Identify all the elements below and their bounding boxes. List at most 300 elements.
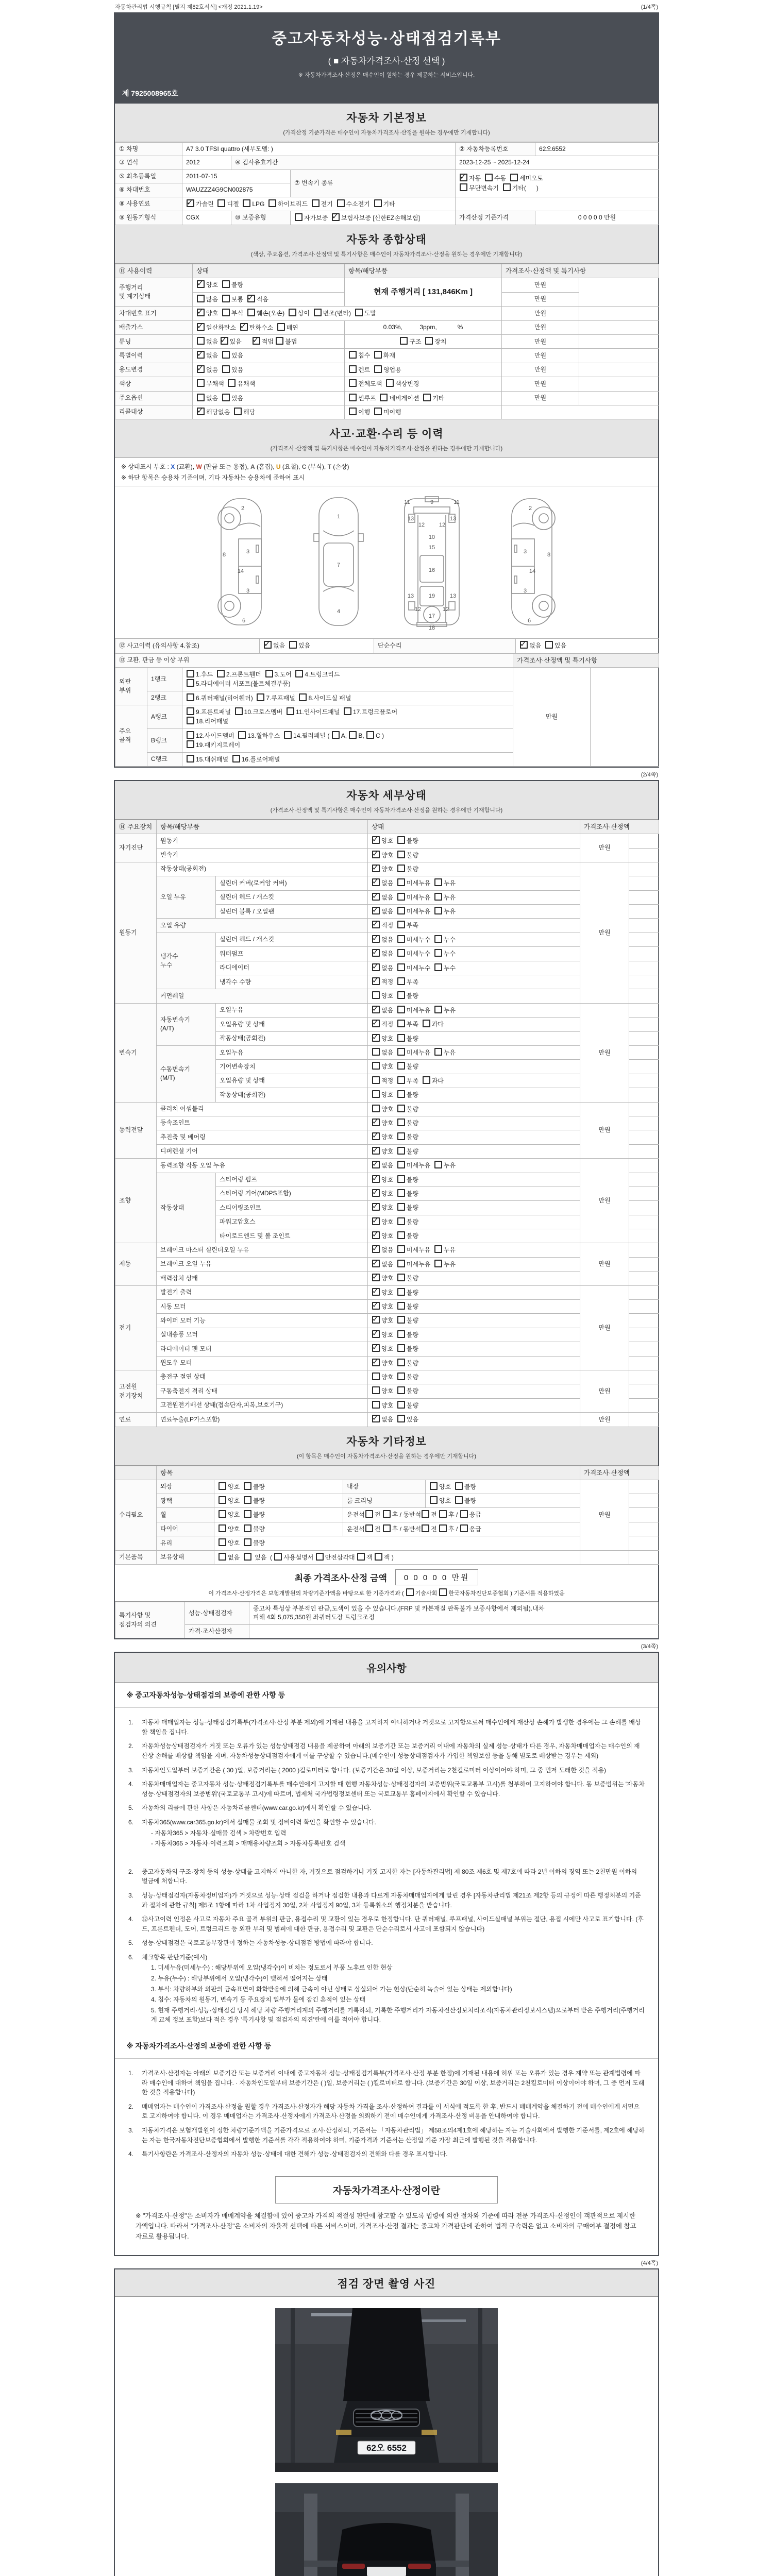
detail-header [115,781,658,820]
checkbox-checked[interactable] [372,1245,380,1253]
checkbox-unchecked[interactable] [222,365,230,373]
comp-table [115,264,659,419]
checkbox-checked[interactable] [197,408,205,415]
checkbox-unchecked[interactable] [244,1482,251,1490]
checkbox-unchecked[interactable] [187,670,194,677]
checkbox-unchecked[interactable] [397,1062,405,1070]
checkbox-checked[interactable] [372,935,380,943]
checkbox-unchecked[interactable] [439,1524,447,1532]
checkbox-unchecked[interactable] [485,174,493,181]
checkbox-unchecked[interactable] [197,394,205,401]
checkbox-unchecked[interactable] [400,337,408,345]
row-label: 색상 [115,377,193,391]
checkbox-unchecked[interactable] [397,1330,405,1338]
checkbox-unchecked[interactable] [423,1076,430,1084]
checkbox-unchecked[interactable] [372,1062,380,1070]
checkbox-checked[interactable] [332,213,340,221]
checkbox-unchecked[interactable] [187,755,194,762]
value-cell: 라디에이터 [216,961,368,975]
checkbox-unchecked[interactable] [349,351,357,359]
checkbox-checked[interactable] [520,641,528,649]
value-cell: 양호 불량 [214,1522,343,1536]
notice-item-number: 3. [128,1891,134,1899]
checkbox-unchecked[interactable] [439,1588,447,1596]
checkbox-unchecked[interactable] [349,408,357,415]
checkbox-checked[interactable] [372,1260,380,1267]
checkbox-unchecked[interactable] [222,309,230,316]
row-label: 냉각수 누수 [157,933,216,989]
checkbox-unchecked[interactable] [268,199,276,207]
checkbox-checked[interactable] [372,1359,380,1366]
value-cell: ✓ 적정 부족 [368,975,580,989]
checkbox-checked[interactable] [187,199,194,207]
checkbox-unchecked[interactable] [434,963,442,971]
car-damage-diagram [115,486,658,638]
checkbox-unchecked[interactable] [455,1482,463,1490]
checkbox-checked[interactable] [240,323,248,331]
value-cell [629,1413,659,1427]
checkbox-unchecked[interactable] [365,1510,373,1518]
checkbox-checked[interactable] [372,1415,380,1422]
value-cell: 변속기 [157,848,368,862]
checkbox-checked[interactable] [372,878,380,886]
checkbox-unchecked[interactable] [510,174,518,181]
checkbox-checked[interactable] [197,309,205,316]
checkbox-unchecked[interactable] [265,670,273,677]
diagram-part-number: 14 [529,568,536,575]
detail-table [115,820,659,1427]
value-cell [629,1300,659,1314]
value-cell: 디퍼렌셜 기어 [157,1144,368,1158]
value-cell: 오일유량 및 상태 [216,1018,368,1031]
checkbox-checked[interactable] [372,1118,380,1126]
checkbox-unchecked[interactable] [397,851,405,858]
checkbox-unchecked[interactable] [217,199,225,207]
checkbox-unchecked[interactable] [397,935,405,943]
notice-item [128,1953,645,2026]
row-label: 주행거리 및 계기상태 [115,278,193,307]
checkbox-unchecked[interactable] [289,641,297,649]
checkbox-checked[interactable] [372,865,380,872]
checkbox-unchecked[interactable] [434,907,442,914]
checkbox-unchecked[interactable] [434,1245,442,1253]
checkbox-checked[interactable] [247,295,255,302]
checkbox-checked[interactable] [372,836,380,844]
checkbox-unchecked[interactable] [197,337,205,345]
inspection-photo-rear-lift [275,2483,498,2576]
row-label: 2랭크 [147,691,182,705]
checkbox-unchecked[interactable] [397,977,405,985]
checkbox-unchecked[interactable] [460,1524,468,1532]
checkbox-unchecked[interactable] [397,1245,405,1253]
checkbox-unchecked[interactable] [397,921,405,928]
checkbox-unchecked[interactable] [222,351,230,359]
checkbox-unchecked[interactable] [372,1386,380,1394]
checkbox-unchecked[interactable] [397,1034,405,1042]
value-cell: ✓ 없음 있음 [260,639,374,653]
value-cell: 중고차 특성상 부분적인 판금,도색이 있을 수 있습니다.(FRP 및 카본재질 판독불가 보증사항에서 제외됨).내차 피해 4회 5,075,350원 좌쿼터도장 트렁크조정 [249,1602,659,1625]
checkbox-checked[interactable] [221,337,228,345]
checkbox-unchecked[interactable] [375,1553,382,1561]
checkbox-unchecked[interactable] [372,991,380,999]
checkbox-unchecked[interactable] [397,1274,405,1281]
checkbox-unchecked[interactable] [460,183,467,191]
checkbox-checked[interactable] [372,1132,380,1140]
legend-note: ※ 하단 항목은 승용차 기준이며, 기타 자동차는 승용차에 준하여 표시 [115,472,658,486]
row-label: C랭크 [147,752,182,766]
value-cell [579,363,659,377]
value-cell: ✓ 없음 미세누유 누유 [368,1159,580,1173]
value-cell [629,1144,659,1158]
value-cell: 원동기 [157,834,368,848]
diagram-part-number: 10 [428,534,435,541]
checkbox-unchecked[interactable] [295,670,303,677]
value-cell: 없음 있음 [193,391,345,405]
checkbox-checked[interactable] [197,351,205,359]
row-label: 룸 크리닝 [343,1494,426,1508]
final-price-label: 최종 가격조사·산정 금액 [294,1573,387,1584]
checkbox-unchecked[interactable] [439,1510,447,1518]
checkbox-unchecked[interactable] [299,693,307,701]
notice-item-number: 2. [128,1742,134,1750]
checkbox-checked[interactable] [460,174,467,181]
checkbox-unchecked[interactable] [197,379,205,387]
checkbox-unchecked[interactable] [372,1401,380,1409]
checkbox-unchecked[interactable] [425,337,433,345]
value-cell [579,278,659,307]
checkbox-unchecked[interactable] [372,1090,380,1098]
checkbox-unchecked[interactable] [337,199,345,207]
checkbox-checked[interactable] [197,323,205,331]
checkbox-checked[interactable] [372,1344,380,1352]
checkbox-unchecked[interactable] [244,1496,251,1504]
checkbox-unchecked[interactable] [244,1524,251,1532]
checkbox-unchecked[interactable] [422,1524,429,1532]
value-cell: 실내송풍 모터 [157,1328,368,1342]
checkbox-unchecked[interactable] [219,1482,226,1490]
checkbox-unchecked[interactable] [257,693,264,701]
row-label: ⑦ 변속기 종류 [291,170,456,197]
page-marker-1: (1/4쪽) [641,4,658,10]
checkbox-unchecked[interactable] [397,1231,405,1239]
checkbox-unchecked[interactable] [397,1090,405,1098]
checkbox-unchecked[interactable] [187,731,194,739]
checkbox-checked[interactable] [372,977,380,985]
checkbox-unchecked[interactable] [397,1006,405,1013]
checkbox-unchecked[interactable] [386,379,394,387]
checkbox-unchecked[interactable] [355,309,363,316]
checkbox-unchecked[interactable] [374,351,382,359]
checkbox-unchecked[interactable] [397,991,405,999]
checkbox-unchecked[interactable] [372,1048,380,1056]
row-label: 유리 [157,1536,214,1550]
checkbox-checked[interactable] [372,949,380,957]
notice-item-number: 3. [128,1766,134,1774]
checkbox-unchecked[interactable] [187,717,194,724]
notice-item [128,2126,645,2145]
row-label: 원동기 [115,862,157,1003]
checkbox-unchecked[interactable] [397,1386,405,1394]
checkbox-unchecked[interactable] [397,1372,405,1380]
checkbox-unchecked[interactable] [217,670,225,677]
checkbox-unchecked[interactable] [219,1496,226,1504]
checkbox-unchecked[interactable] [460,1510,468,1518]
checkbox-unchecked[interactable] [397,1260,405,1267]
checkbox-checked[interactable] [372,1161,380,1168]
checkbox-unchecked[interactable] [397,1105,405,1112]
checkbox-unchecked[interactable] [289,309,296,316]
diagram-part-number: 13 [449,593,457,600]
checkbox-unchecked[interactable] [235,707,243,715]
checkbox-unchecked[interactable] [187,707,194,715]
checkbox-unchecked[interactable] [234,408,242,415]
checkbox-unchecked[interactable] [366,731,374,739]
checkbox-unchecked[interactable] [397,907,405,914]
checkbox-unchecked[interactable] [187,679,194,687]
checkbox-unchecked[interactable] [295,213,303,221]
value-cell: 없음 미세누유 누유 [368,1046,580,1060]
column-header: 항목/해당부품 [157,820,368,834]
checkbox-unchecked[interactable] [349,379,357,387]
checkbox-unchecked[interactable] [397,865,405,872]
checkbox-checked[interactable] [197,365,205,373]
diagram-part-number: 13 [449,516,457,522]
checkbox-unchecked[interactable] [397,1189,405,1197]
accident-history-table-wrap [115,638,658,653]
legend-part: (흠집), [255,463,276,471]
checkbox-unchecked[interactable] [397,949,405,957]
checkbox-unchecked[interactable] [397,836,405,844]
checkbox-unchecked[interactable] [219,1510,226,1518]
notice-item-number: 1. [128,1719,134,1726]
row-label: 제동 [115,1243,157,1285]
checkbox-unchecked[interactable] [423,1020,430,1027]
checkbox-unchecked[interactable] [503,183,511,191]
column-header: 상태 [193,264,345,278]
value-cell: ✓ 양호 불량 [368,1031,580,1045]
checkbox-unchecked[interactable] [397,1217,405,1225]
checkbox-unchecked[interactable] [228,379,236,387]
checkbox-checked[interactable] [372,1288,380,1296]
checkbox-unchecked[interactable] [276,337,283,345]
value-cell: ✓ 없음 미세누유 누유 [368,890,580,904]
row-label: 1랭크 [147,667,182,691]
checkbox-checked[interactable] [372,1189,380,1197]
notice-list-a [115,1708,658,1857]
checkbox-unchecked[interactable] [197,295,205,302]
checkbox-unchecked[interactable] [455,1496,463,1504]
checkbox-unchecked[interactable] [219,1524,226,1532]
checkbox-unchecked[interactable] [372,1372,380,1380]
notice-subitem: - 자동차365 > 자동차·실매물 검색 > 차량번호 입력 [151,1829,287,1837]
checkbox-unchecked[interactable] [187,693,194,701]
checkbox-unchecked[interactable] [397,1048,405,1056]
notice-item-number: 5. [128,1939,134,1947]
checkbox-unchecked[interactable] [332,731,340,739]
checkbox-unchecked[interactable] [287,707,294,715]
checkbox-checked[interactable] [264,641,272,649]
checkbox-unchecked[interactable] [397,963,405,971]
value-cell: 구조 장치 [345,335,502,349]
value-cell: 양호 불량 [214,1494,343,1508]
checkbox-unchecked[interactable] [222,280,230,288]
checkbox-unchecked[interactable] [397,1359,405,1366]
value-cell: 오일유량 및 상태 [216,1074,368,1088]
checkbox-unchecked[interactable] [397,1203,405,1211]
checkbox-unchecked[interactable] [274,1553,282,1561]
inspection-photo-front [275,2308,498,2472]
checkbox-unchecked[interactable] [397,893,405,901]
checkbox-unchecked[interactable] [434,935,442,943]
value-cell [249,1624,659,1638]
checkbox-unchecked[interactable] [406,1588,414,1596]
checkbox-unchecked[interactable] [383,1524,391,1532]
checkbox-unchecked[interactable] [349,394,357,401]
value-cell [629,1215,659,1229]
notice-item [128,2149,645,2159]
price-cell: 만원 [502,278,579,292]
checkbox-unchecked[interactable] [397,1415,405,1422]
checkbox-unchecked[interactable] [397,1161,405,1168]
checkbox-checked[interactable] [372,1203,380,1211]
checkbox-unchecked[interactable] [397,1288,405,1296]
checkbox-unchecked[interactable] [222,295,230,302]
checkbox-checked[interactable] [372,921,380,928]
notice-item [128,1938,645,1948]
checkbox-unchecked[interactable] [277,323,285,331]
value-cell [591,667,659,766]
checkbox-checked[interactable] [372,1274,380,1281]
checkbox-unchecked[interactable] [312,199,320,207]
row-label: 자동변속기 (A/T) [157,1003,216,1045]
checkbox-checked[interactable] [372,1231,380,1239]
checkbox-unchecked[interactable] [397,1401,405,1409]
checkbox-unchecked[interactable] [422,1510,429,1518]
legend-part: (손상) [331,463,349,471]
value-cell: ✓ 없음 있음 [193,349,345,363]
checkbox-unchecked[interactable] [219,1538,226,1546]
checkbox-unchecked[interactable] [222,394,230,401]
checkbox-unchecked[interactable] [372,1076,380,1084]
checkbox-checked[interactable] [253,337,260,345]
checkbox-checked[interactable] [372,1330,380,1338]
checkbox-checked[interactable] [372,1020,380,1027]
checkbox-unchecked[interactable] [397,1316,405,1324]
checkbox-unchecked[interactable] [247,309,255,316]
checkbox-checked[interactable] [372,1316,380,1324]
checkbox-unchecked[interactable] [243,199,250,207]
checkbox-unchecked[interactable] [434,1161,442,1168]
checkbox-unchecked[interactable] [397,1147,405,1155]
value-cell: 스티어링 펌프 [216,1173,368,1187]
checkbox-checked[interactable] [372,1217,380,1225]
checkbox-checked[interactable] [372,1034,380,1042]
checkbox-checked[interactable] [372,1302,380,1310]
checkbox-unchecked[interactable] [374,365,382,373]
checkbox-unchecked[interactable] [374,408,382,415]
checkbox-unchecked[interactable] [357,1553,365,1561]
checkbox-unchecked[interactable] [430,1496,438,1504]
checkbox-unchecked[interactable] [434,1260,442,1267]
value-cell: 실린더 블록 / 오일팬 [216,905,368,919]
checkbox-checked[interactable] [197,280,205,288]
checkbox-checked[interactable] [372,1006,380,1013]
checkbox-unchecked[interactable] [397,1344,405,1352]
value-cell: 배력장치 상태 [157,1272,368,1285]
checkbox-unchecked[interactable] [284,731,292,739]
checkbox-unchecked[interactable] [349,365,357,373]
checkbox-unchecked[interactable] [434,1006,442,1013]
checkbox-unchecked[interactable] [344,707,351,715]
value-cell [629,1116,659,1130]
checkbox-unchecked[interactable] [397,1175,405,1183]
etc-header [115,1427,658,1466]
checkbox-unchecked[interactable] [397,878,405,886]
checkbox-unchecked[interactable] [397,1302,405,1310]
checkbox-unchecked[interactable] [244,1510,251,1518]
row-label: 수리필요 [115,1480,157,1550]
checkbox-unchecked[interactable] [374,199,382,207]
row-label: B랭크 [147,728,182,752]
checkbox-unchecked[interactable] [314,309,322,316]
diagram-part-number: 14 [237,568,244,575]
value-cell [629,1314,659,1328]
checkbox-unchecked[interactable] [397,1020,405,1027]
checkbox-unchecked[interactable] [238,731,246,739]
notice-item-text: 성능·상태점검은 국토교통부장관이 정하는 자동차성능·상태점검 방법에 따라야 합니다. [142,1939,373,1947]
checkbox-unchecked[interactable] [219,1553,226,1561]
checkbox-unchecked[interactable] [397,1118,405,1126]
checkbox-checked[interactable] [372,1147,380,1155]
checkbox-unchecked[interactable] [434,949,442,957]
checkbox-unchecked[interactable] [316,1553,324,1561]
checkbox-checked[interactable] [372,907,380,914]
checkbox-unchecked[interactable] [244,1553,251,1561]
checkbox-unchecked[interactable] [423,394,431,401]
checkbox-unchecked[interactable] [187,740,194,748]
checkbox-unchecked[interactable] [545,641,553,649]
checkbox-checked[interactable] [372,851,380,858]
checkbox-unchecked[interactable] [397,1132,405,1140]
price-cell: 만원 [502,363,579,377]
checkbox-checked[interactable] [372,963,380,971]
checkbox-unchecked[interactable] [365,1524,373,1532]
checkbox-unchecked[interactable] [372,1105,380,1112]
value-cell [629,1328,659,1342]
basic-info-table-wrap [115,142,658,225]
checkbox-unchecked[interactable] [232,755,240,762]
value-cell: 작동상태(공회전) [157,862,368,876]
checkbox-unchecked[interactable] [244,1538,251,1546]
notice-subitem: - 자동차365 > 자동차·이력조회 > 매매용차량조회 > 자동차등록번호 검색 [151,1840,346,1848]
checkbox-unchecked[interactable] [383,1510,391,1518]
checkbox-unchecked[interactable] [434,1048,442,1056]
checkbox-checked[interactable] [372,893,380,901]
checkbox-unchecked[interactable] [380,394,388,401]
diagram-part-number: 15 [428,545,435,551]
checkbox-checked[interactable] [372,1175,380,1183]
checkbox-unchecked[interactable] [397,1076,405,1084]
column-header: ⑭ 주요장치 [115,820,157,834]
value-cell: 운전석 전 후 / 동반석 전 후 / 응급 [343,1508,580,1522]
checkbox-unchecked[interactable] [434,893,442,901]
checkbox-unchecked[interactable] [349,731,357,739]
row-label: 차대번호 표기 [115,307,193,320]
checkbox-unchecked[interactable] [434,878,442,886]
value-cell: ✓ 양호 불량 [368,1201,580,1215]
value-cell: 동력조향 작동 오일 누유 [157,1159,368,1173]
checkbox-unchecked[interactable] [430,1482,438,1490]
